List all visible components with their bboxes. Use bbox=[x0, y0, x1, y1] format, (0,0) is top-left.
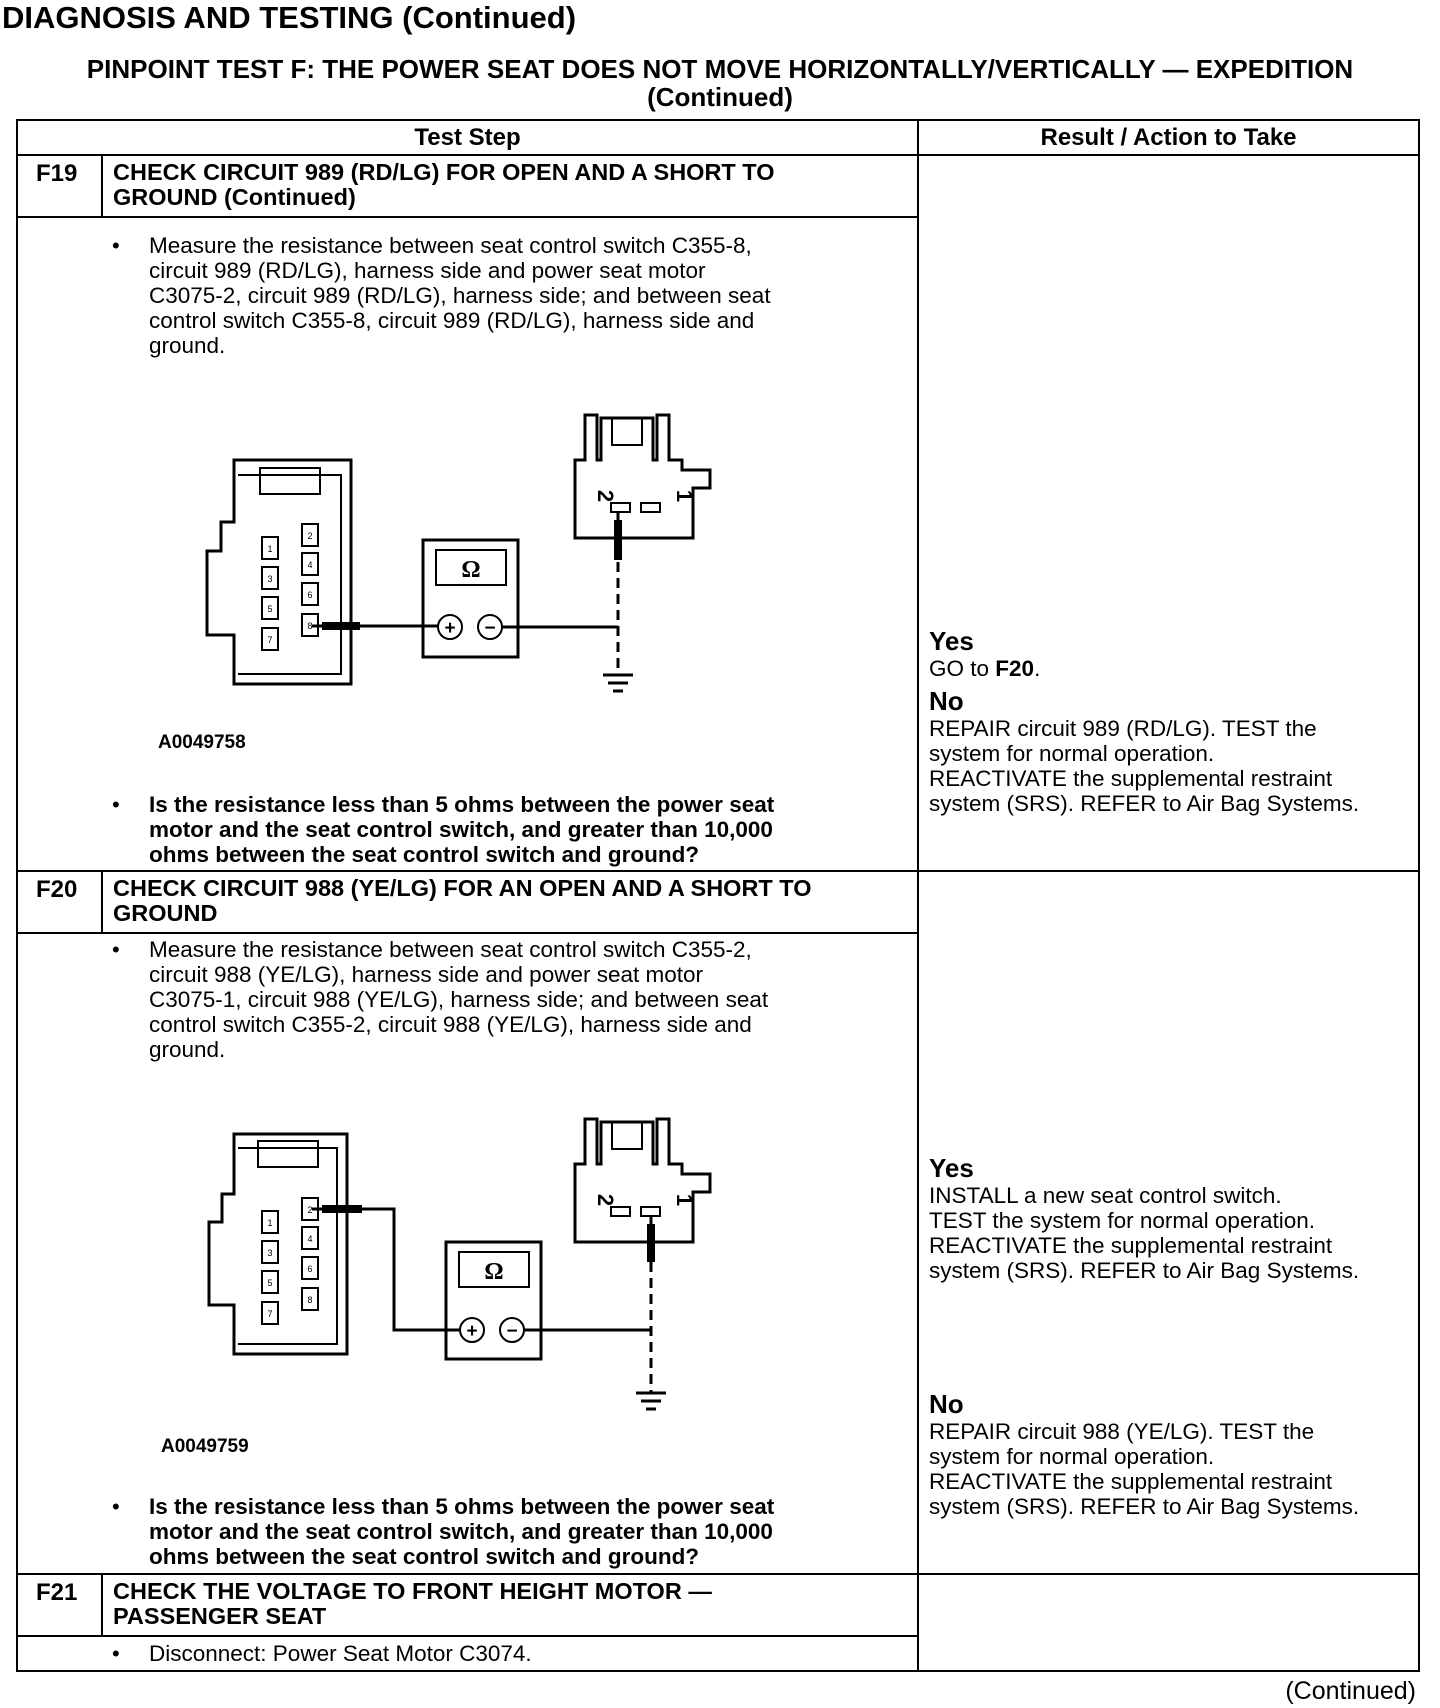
f19-switch-pin-label-6: 6 bbox=[307, 590, 313, 600]
f20-no-line1: REPAIR circuit 988 (YE/LG). TEST the bbox=[929, 1419, 1315, 1444]
f19-switch-pin-label-4: 4 bbox=[307, 560, 313, 570]
f19-yes-prefix: GO to bbox=[929, 656, 996, 681]
f20-switch-pin-label-2: 2 bbox=[307, 1205, 313, 1215]
f20-switch-pin-label-6: 6 bbox=[307, 1264, 313, 1274]
f19-yes-label: Yes bbox=[929, 626, 974, 656]
column-header-result: Result / Action to Take bbox=[1040, 124, 1297, 151]
f19-plus-symbol: + bbox=[444, 618, 456, 639]
f19-question-line1: Is the resistance less than 5 ohms between the power seat bbox=[149, 792, 775, 817]
step-number-f19: F19 bbox=[36, 160, 78, 187]
f20-measure-line4: control switch C355-2, circuit 988 (YE/LG), harness side and bbox=[149, 1012, 752, 1037]
f20-no-action bbox=[929, 1419, 1359, 1519]
f19-no-line3: REACTIVATE the supplemental restraint bbox=[929, 766, 1333, 791]
f20-switch-pin-label-1: 1 bbox=[267, 1218, 273, 1228]
f19-measure-line3: C3075-2, circuit 989 (RD/LG), harness side; and between seat bbox=[149, 283, 771, 308]
f20-switch-pin-label-8: 8 bbox=[307, 1295, 313, 1305]
f20-switch-pin-label-7: 7 bbox=[267, 1309, 273, 1319]
f20-yes-line3: REACTIVATE the supplemental restraint bbox=[929, 1233, 1333, 1258]
f19-switch-pin-label-7: 7 bbox=[267, 635, 273, 645]
f20-leads bbox=[362, 1209, 651, 1393]
bullet-f21-measure: • bbox=[112, 1641, 120, 1666]
pinpoint-test-title-line2: (Continued) bbox=[647, 82, 793, 112]
f19-yes-suffix: . bbox=[1034, 656, 1041, 681]
f19-yes-target-link[interactable]: F20 bbox=[995, 656, 1035, 681]
column-header-test-step: Test Step bbox=[414, 124, 521, 151]
f20-question-line3: ohms between the seat control switch and ground? bbox=[149, 1544, 700, 1569]
f20-no-label: No bbox=[929, 1389, 964, 1419]
step-number-f21: F21 bbox=[36, 1579, 78, 1606]
pinpoint-test-title-line1: PINPOINT TEST F: THE POWER SEAT DOES NOT MOVE HORIZONTALLY/VERTICALLY — EXPEDITION bbox=[86, 54, 1354, 84]
f19-measure-line5: ground. bbox=[149, 333, 226, 358]
f20-motor-pin-label-2: 2 bbox=[593, 1193, 618, 1207]
f20-measure-line1: Measure the resistance between seat control switch C355-2, bbox=[149, 937, 752, 962]
step-number-f20: F20 bbox=[36, 876, 78, 903]
f21-measure-text: Disconnect: Power Seat Motor C3074. bbox=[149, 1641, 532, 1666]
f20-switch-pin-label-5: 5 bbox=[267, 1278, 273, 1288]
f20-motor-pin-label-1: 1 bbox=[672, 1193, 697, 1207]
step-title-f21-line1: CHECK THE VOLTAGE TO FRONT HEIGHT MOTOR — bbox=[113, 1578, 712, 1604]
f20-yes-action bbox=[929, 1183, 1359, 1283]
f20-switch-pin-boxes bbox=[262, 1198, 318, 1324]
f19-switch-pin-label-5: 5 bbox=[267, 604, 273, 614]
page-title: DIAGNOSIS AND TESTING (Continued) bbox=[2, 0, 577, 35]
f20-question-line2: motor and the seat control switch, and greater than 10,000 bbox=[149, 1519, 773, 1544]
f19-no-line4: system (SRS). REFER to Air Bag Systems. bbox=[929, 791, 1360, 816]
f20-measure-line2: circuit 988 (YE/LG), harness side and power seat motor bbox=[149, 962, 704, 987]
bullet-f20-question: • bbox=[112, 1494, 120, 1519]
f19-motor-pin-label-1: 1 bbox=[672, 489, 697, 503]
f20-no-line3: REACTIVATE the supplemental restraint bbox=[929, 1469, 1333, 1494]
bullet-f20-measure: • bbox=[112, 937, 120, 962]
f19-question-line3: ohms between the seat control switch and ground? bbox=[149, 842, 700, 867]
f20-minus-symbol: − bbox=[506, 1321, 518, 1342]
f19-measure-line4: control switch C355-8, circuit 989 (RD/LG), harness side and bbox=[149, 308, 755, 333]
bullet-f19-measure: • bbox=[112, 233, 120, 258]
step-title-f20-line2: GROUND bbox=[113, 900, 218, 926]
f19-motor-pin-label-2: 2 bbox=[593, 489, 618, 503]
step-title-f21 bbox=[113, 1579, 712, 1629]
f19-ohm-symbol: Ω bbox=[461, 557, 481, 583]
f20-yes-line4: system (SRS). REFER to Air Bag Systems. bbox=[929, 1258, 1360, 1283]
f19-no-line2: system for normal operation. bbox=[929, 741, 1215, 766]
f20-motor-connector bbox=[575, 1119, 710, 1242]
f19-measure-line2: circuit 989 (RD/LG), harness side and power seat motor bbox=[149, 258, 706, 283]
f20-switch-pin-label-4: 4 bbox=[307, 1234, 313, 1244]
f19-no-label: No bbox=[929, 686, 964, 716]
f19-measure-line1: Measure the resistance between seat control switch C355-8, bbox=[149, 233, 752, 258]
f20-plus-symbol: + bbox=[466, 1321, 478, 1342]
f20-ohm-symbol: Ω bbox=[484, 1259, 504, 1285]
f19-question-line2: motor and the seat control switch, and greater than 10,000 bbox=[149, 817, 773, 842]
f20-ohmmeter bbox=[446, 1242, 541, 1359]
f20-measure-line3: C3075-1, circuit 988 (YE/LG), harness side; and between seat bbox=[149, 987, 769, 1012]
f20-question-line1: Is the resistance less than 5 ohms between the power seat bbox=[149, 1494, 775, 1519]
f20-yes-line1: INSTALL a new seat control switch. bbox=[929, 1183, 1282, 1208]
f19-switch-pin-label-2: 2 bbox=[307, 531, 313, 541]
bullet-f19-question: • bbox=[112, 792, 120, 817]
f20-yes-label: Yes bbox=[929, 1153, 974, 1183]
f20-figure-id: A0049759 bbox=[161, 1436, 249, 1457]
f20-question bbox=[149, 1494, 774, 1569]
f20-no-line4: system (SRS). REFER to Air Bag Systems. bbox=[929, 1494, 1360, 1519]
step-title-f19-line2: GROUND (Continued) bbox=[113, 184, 356, 210]
step-title-f21-line2: PASSENGER SEAT bbox=[113, 1603, 327, 1629]
f20-no-line2: system for normal operation. bbox=[929, 1444, 1215, 1469]
f20-measure-line5: ground. bbox=[149, 1037, 226, 1062]
continued-footer: (Continued) bbox=[1285, 1677, 1416, 1705]
f19-no-line1: REPAIR circuit 989 (RD/LG). TEST the bbox=[929, 716, 1317, 741]
f20-ground-symbol bbox=[636, 1393, 666, 1409]
step-title-f19-line1: CHECK CIRCUIT 989 (RD/LG) FOR OPEN AND A SHORT TO bbox=[113, 159, 775, 185]
f19-switch-pin-label-3: 3 bbox=[267, 574, 273, 584]
f20-switch-pin-label-3: 3 bbox=[267, 1248, 273, 1258]
f20-yes-line2: TEST the system for normal operation. bbox=[929, 1208, 1315, 1233]
step-title-f20-line1: CHECK CIRCUIT 988 (YE/LG) FOR AN OPEN AND A SHORT TO bbox=[113, 875, 812, 901]
f19-minus-symbol: − bbox=[484, 618, 496, 639]
f19-switch-pin-label-1: 1 bbox=[267, 544, 273, 554]
f19-switch-pin-label-8: 8 bbox=[307, 621, 313, 631]
f19-figure-id: A0049758 bbox=[158, 732, 246, 753]
